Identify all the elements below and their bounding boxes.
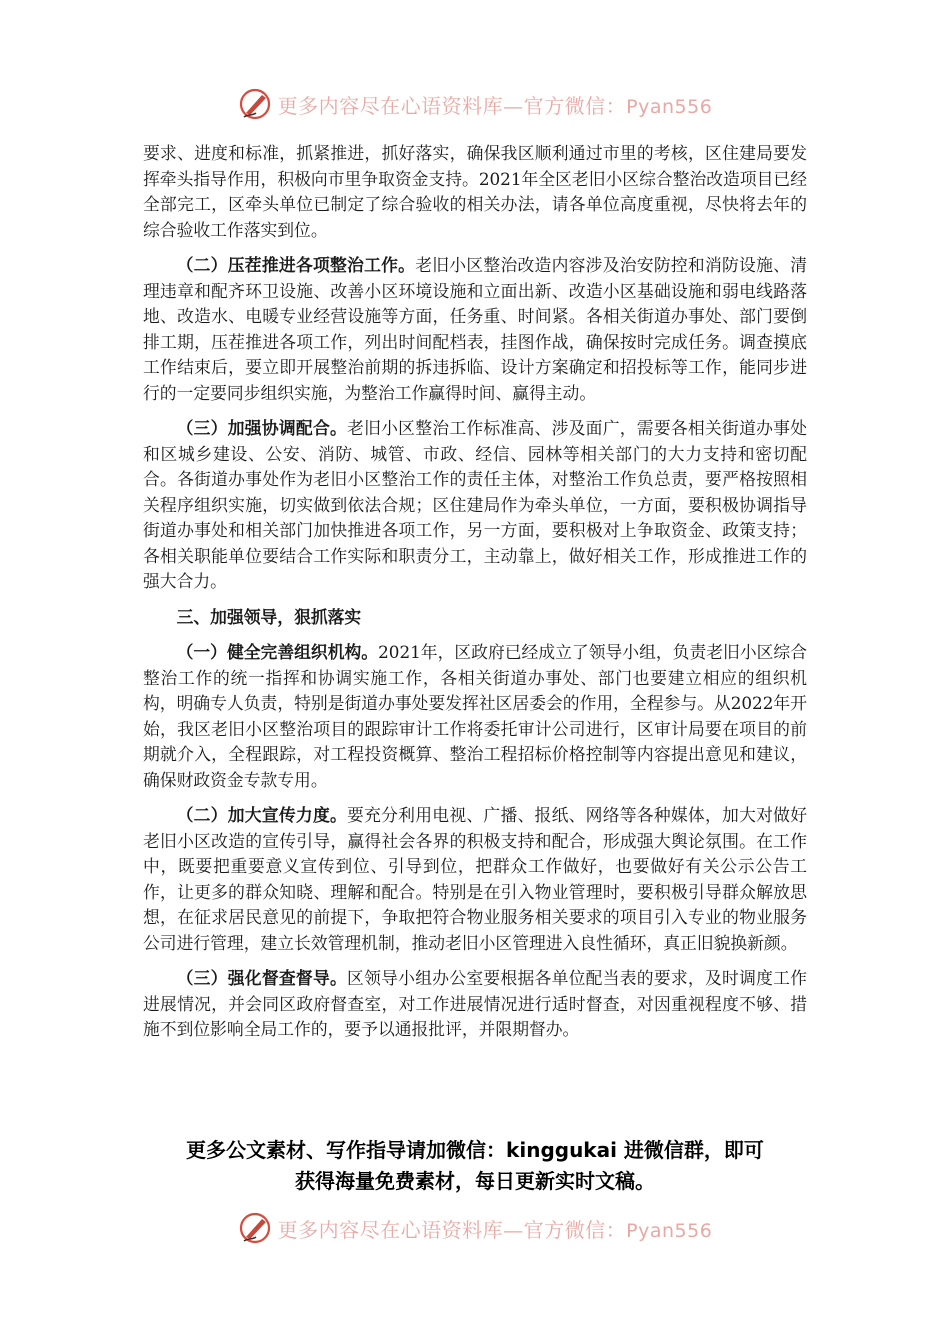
footer-watermark [0,1206,950,1250]
promo-line-1: 更多公文素材、写作指导请加微信：kinggukai 进微信群，即可 [186,1138,764,1162]
subheading: （二）加大宣传力度。 [176,805,348,825]
paragraph: （二）加大宣传力度。要充分利用电视、广播、报纸、网络等各种媒体，加大对做好老旧小区改造的宣传引导，赢得社会各界的积极支持和配合，形成强大舆论氛围。在工作中，既要把重要意义宣传到位、引导到位，把群众工作做好，也要做好有关公示公告工作，让更多的群众知晓、理解和配合。特别是在引入物业管理时，要积极引导群众解放思想，在征求居民意见的前提下，争取把符合物业服务相关要求的项目引入专业的物业服务公司进行管理，建立长效管理机制，推动老旧小区管理进入良性循环，真正旧貌换新颜。 [143,805,807,953]
subheading: （二）压茬推进各项整治工作。 [176,255,416,275]
paragraph: 要求、进度和标准，抓紧推进，抓好落实，确保我区顺利通过市里的考核，区住建局要发挥牵头指导作用，积极向市里争取资金支持。2021年全区老旧小区综合整治改造项目已经全部完工，区牵头单位已制定了综合验收的相关办法，请各单位高度重视，尽快将去年的综合验收工作落实到位。 [143,143,807,240]
pen-circle-logo-icon [238,87,272,121]
document-body [143,141,807,1053]
watermark-text: 更多内容尽在心语资料库—官方微信：Pyan556 [277,93,713,118]
subheading: （三）加强协调配合。 [176,418,348,438]
promo-text [95,1135,855,1197]
paragraph: （一）健全完善组织机构。2021年，区政府已经成立了领导小组，负责老旧小区综合整治工作的统一指挥和协调实施工作，各相关街道办事处、部门也要建立相应的组织机构，明确专人负责，特别是街道办事处要发挥社区居委会的作用，全程参与。从2022年开始，我区老旧小区整治项目的跟踪审计工作将委托审计公司进行，区审计局要在项目的前期就介入，全程跟踪，对工程投资概算、整治工程招标价格控制等内容提出意见和建议，确保财政资金专款专用。 [143,642,807,790]
paragraph: （三）强化督查督导。区领导小组办公室要根据各单位配当表的要求，及时调度工作进展情况，并会同区政府督查室，对工作进展情况进行适时督查，对因重视程度不够、措施不到位影响全局工作的，要予以通报批评，并限期督办。 [143,968,807,1039]
section-heading: 三、加强领导，狠抓落实 [176,606,362,627]
pen-circle-logo-icon [238,1211,272,1245]
watermark-text: 更多内容尽在心语资料库—官方微信：Pyan556 [277,1217,713,1242]
promo-line-2: 获得海量免费素材，每日更新实时文稿。 [295,1169,655,1193]
header-watermark [0,82,950,126]
subheading: （一）健全完善组织机构。 [176,642,379,662]
paragraph: （三）加强协调配合。老旧小区整治工作标准高、涉及面广，需要各相关街道办事处和区城乡建设、公安、消防、城管、市政、经信、园林等相关部门的大力支持和密切配合。各街道办事处作为老旧小区整治工作的责任主体，对整治工作负总责，要严格按照相关程序组织实施，切实做到依法合规；区住建局作为牵头单位，一方面，要积极协调指导街道办事处和相关部门加快推进各项工作，另一方面，要积极对上争取资金、政策支持；各相关职能单位要结合工作实际和职责分工，主动靠上，做好相关工作，形成推进工作的强大合力。 [143,418,807,591]
subheading: （三）强化督查督导。 [176,968,348,988]
paragraph: （二）压茬推进各项整治工作。老旧小区整治改造内容涉及治安防控和消防设施、清理违章和配齐环卫设施、改善小区环境设施和立面出新、改造小区基础设施和弱电线路落地、改造水、电暖专业经营设施等方面，任务重、时间紧。各相关街道办事处、部门要倒排工期，压茬推进各项工作，列出时间配档表，挂图作战，确保按时完成任务。调查摸底工作结束后，要立即开展整治前期的拆违拆临、设计方案确定和招投标等工作，能同步进行的一定要同步组织实施，为整治工作赢得时间、赢得主动。 [143,255,807,403]
